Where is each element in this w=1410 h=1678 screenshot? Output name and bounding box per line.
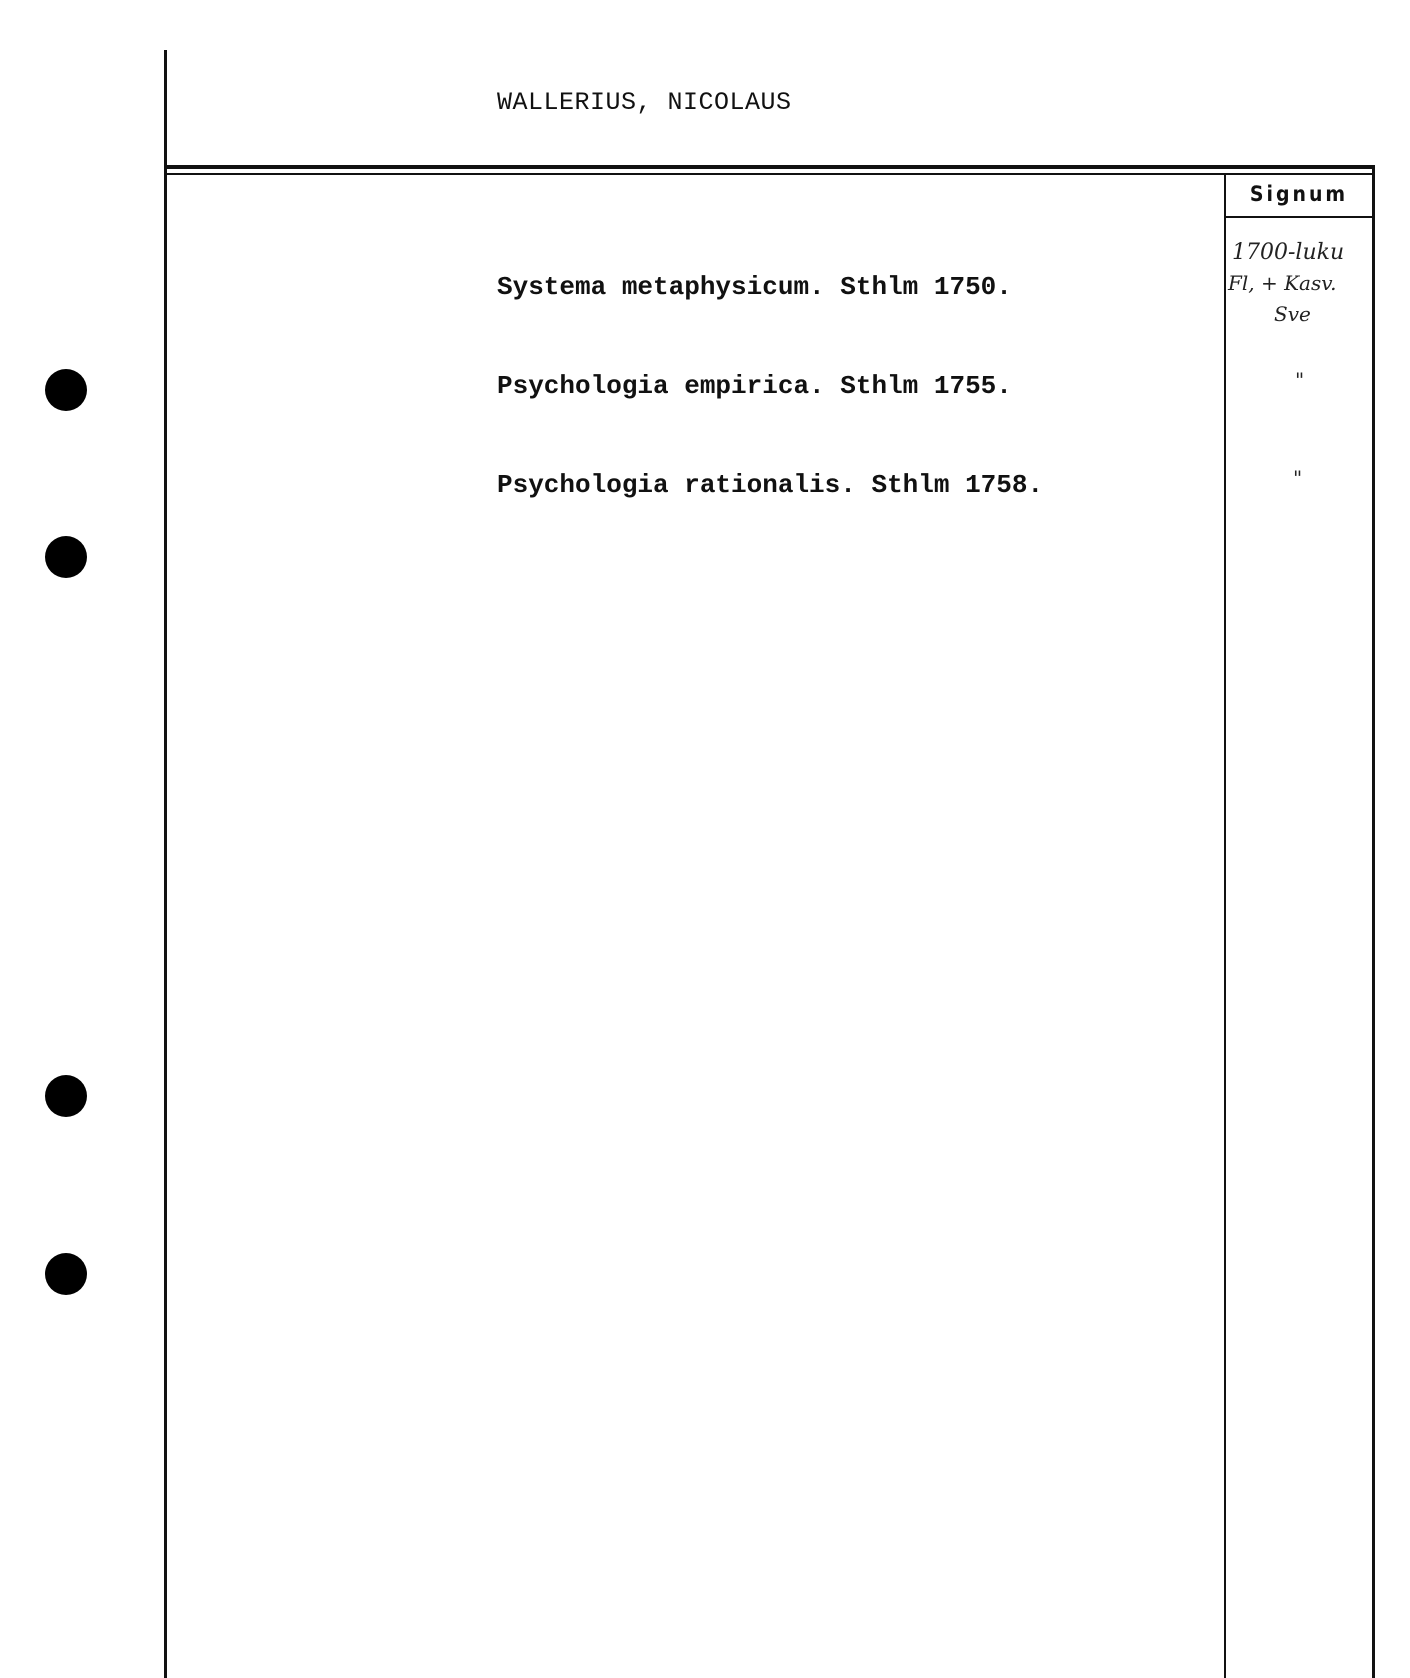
signum-column-left-rule: [1224, 173, 1226, 1678]
punch-hole: [45, 536, 87, 578]
catalog-entry: Systema metaphysicum. Sthlm 1750.: [497, 272, 1012, 302]
signum-column-right-rule: [1372, 168, 1375, 1678]
punch-hole: [45, 369, 87, 411]
left-margin-rule: [164, 50, 167, 1678]
signum-ditto-mark: ": [1293, 466, 1303, 490]
catalog-entry: Psychologia empirica. Sthlm 1755.: [497, 371, 1012, 401]
signum-header-underline: [1224, 216, 1374, 218]
header-rule-thin: [164, 173, 1375, 175]
punch-hole: [45, 1075, 87, 1117]
author-heading: WALLERIUS, NICOLAUS: [497, 88, 792, 117]
header-rule: [164, 165, 1375, 169]
signum-note: 1700-luku: [1232, 240, 1345, 265]
signum-note: Fl, + Kasv.: [1228, 271, 1337, 295]
punch-hole: [45, 1253, 87, 1295]
signum-column-label: Signum: [1249, 182, 1349, 206]
catalog-entry: Psychologia rationalis. Sthlm 1758.: [497, 470, 1044, 500]
signum-ditto-mark: ": [1295, 368, 1305, 392]
signum-note: Sve: [1274, 302, 1311, 326]
